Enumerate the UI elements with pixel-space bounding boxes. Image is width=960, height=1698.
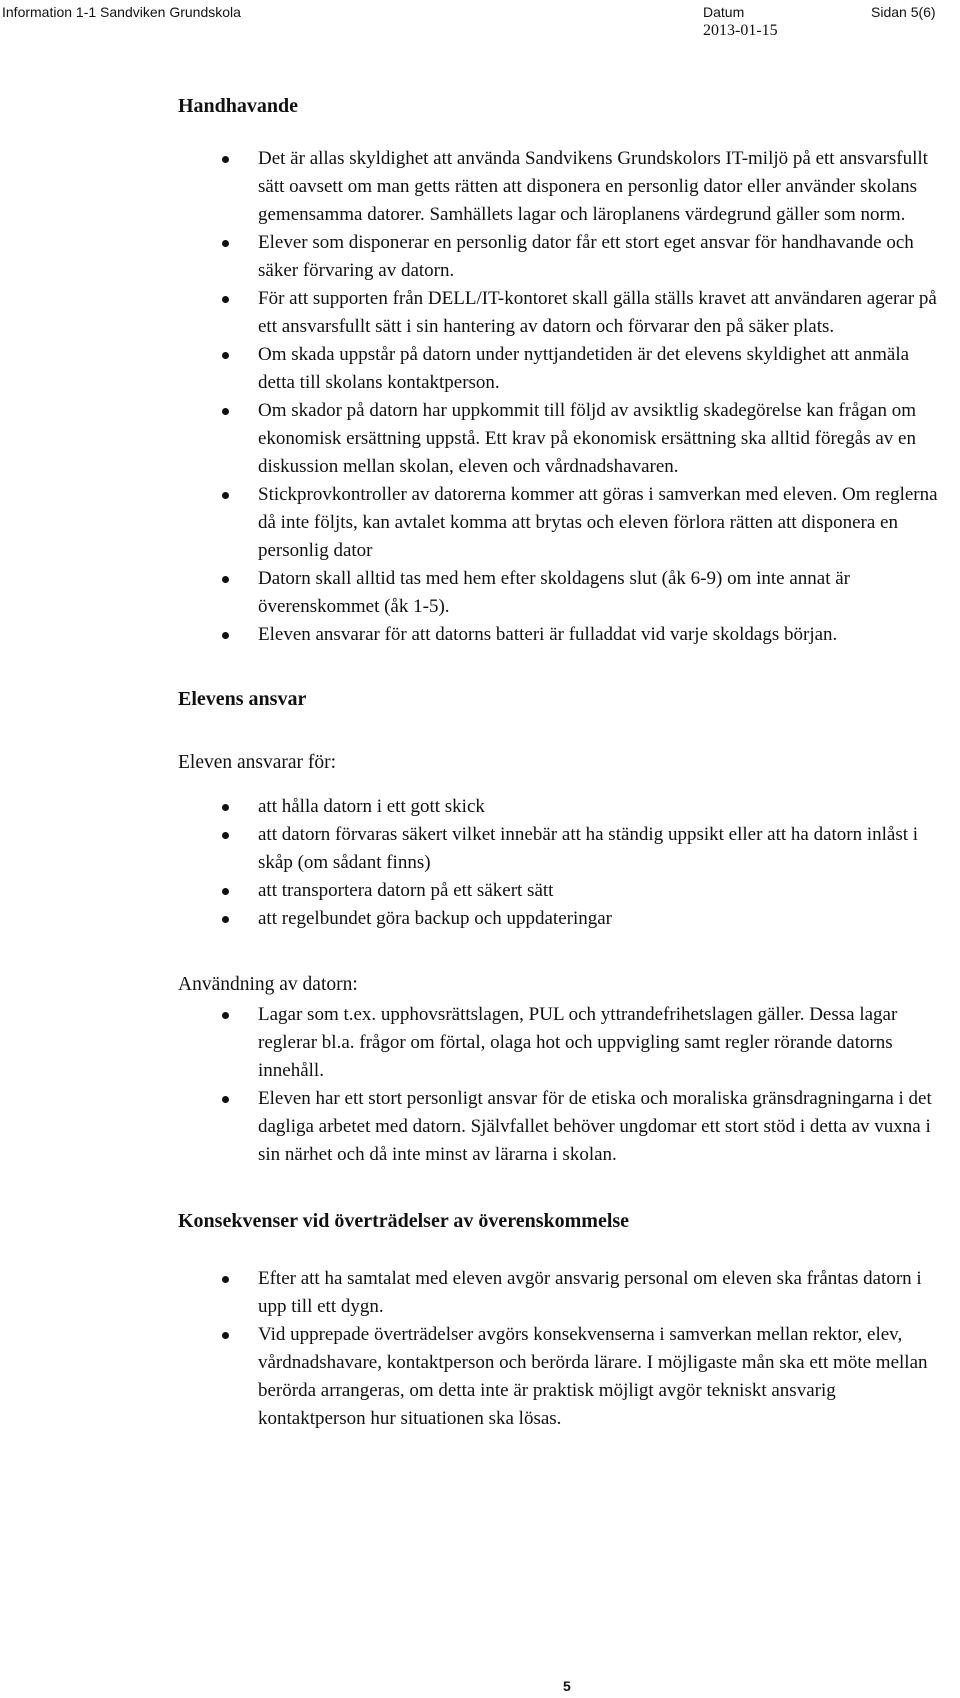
list-item: Elever som disponerar en personlig dator får ett stort eget ansvar för handhavande och säker förvaring av datorn. — [178, 229, 948, 285]
page-indicator: Sidan 5(6) — [871, 4, 936, 20]
list-item: att transportera datorn på ett säkert sätt — [178, 877, 948, 905]
bullet-icon — [222, 832, 229, 839]
bullet-icon — [222, 632, 229, 639]
page-header — [0, 0, 960, 60]
date-label: Datum — [703, 4, 745, 20]
list-item: Lagar som t.ex. upphovsrättslagen, PUL och yttrandefrihetslagen gäller. Dessa lagar reglerar bl.a. frågor om förtal, olaga hot och uppvigling samt regler rörande datorns innehåll. — [178, 1001, 948, 1085]
usage-list — [178, 1001, 948, 1169]
section-heading-elevens-ansvar: Elevens ansvar — [178, 688, 307, 710]
bullet-icon — [222, 1332, 229, 1339]
handhavande-list — [178, 145, 948, 649]
document-date: 2013-01-15 — [703, 22, 778, 39]
list-item: att regelbundet göra backup och uppdateringar — [178, 905, 948, 933]
list-item: att datorn förvaras säkert vilket innebär att ha ständig uppsikt eller att ha datorn inlåst i skåp (om sådant finns) — [178, 821, 948, 877]
list-item: Stickprovkontroller av datorerna kommer att göras i samverkan med eleven. Om reglerna då inte följts, kan avtalet komma att brytas och eleven förlora rätten att disponera en personlig dator — [178, 481, 948, 565]
bullet-icon — [222, 492, 229, 499]
bullet-icon — [222, 296, 229, 303]
section-heading-konsekvenser: Konsekvenser vid överträdelser av överenskommelse — [178, 1210, 630, 1232]
footer-page-number: 5 — [563, 1678, 571, 1694]
bullet-icon — [222, 916, 229, 923]
bullet-icon — [222, 352, 229, 359]
list-item: Om skada uppstår på datorn under nyttjandetiden är det elevens skyldighet att anmäla detta till skolans kontaktperson. — [178, 341, 948, 397]
document-body — [178, 92, 948, 1433]
list-item: Efter att ha samtalat med eleven avgör ansvarig personal om eleven ska fråntas datorn i upp till ett dygn. — [178, 1265, 948, 1321]
bullet-icon — [222, 1096, 229, 1103]
list-item: Det är allas skyldighet att använda Sandvikens Grundskolors IT-miljö på ett ansvarsfullt sätt oavsett om man getts rätten att disponera en personlig dator eller använder skolans gemensamma datorer. Samhällets lagar och läroplanens värdegrund gäller som norm. — [178, 145, 948, 229]
bullet-icon — [222, 408, 229, 415]
section-heading-handhavande: Handhavande — [178, 95, 299, 117]
bullet-icon — [222, 240, 229, 247]
list-item: att hålla datorn i ett gott skick — [178, 793, 948, 821]
list-item: Eleven ansvarar för att datorns batteri är fulladdat vid varje skoldags början. — [178, 621, 948, 649]
responsibility-list — [178, 793, 948, 933]
list-item: För att supporten från DELL/IT-kontoret skall gälla ställs kravet att användaren agerar på ett ansvarsfullt sätt i sin hantering av datorn och förvarar den på säker plats. — [178, 285, 948, 341]
bullet-icon — [222, 888, 229, 895]
bullet-icon — [222, 1012, 229, 1019]
usage-intro: Användning av datorn: — [178, 974, 358, 995]
document-title: Information 1-1 Sandviken Grundskola — [2, 4, 241, 20]
consequences-list — [178, 1265, 948, 1433]
responsibility-intro: Eleven ansvarar för: — [178, 752, 337, 773]
list-item: Eleven har ett stort personligt ansvar för de etiska och moraliska gränsdragningarna i det dagliga arbetet med datorn. Självfallet behöver ungdomar ett stort stöd i detta av vuxna i sin närhet och då inte minst av lärarna i skolan. — [178, 1085, 948, 1169]
bullet-icon — [222, 156, 229, 163]
list-item: Om skador på datorn har uppkommit till följd av avsiktlig skadegörelse kan frågan om ekonomisk ersättning uppstå. Ett krav på ekonomisk ersättning ska alltid föregås av en diskussion mellan skolan, eleven och vårdnadshavaren. — [178, 397, 948, 481]
bullet-icon — [222, 576, 229, 583]
list-item: Datorn skall alltid tas med hem efter skoldagens slut (åk 6-9) om inte annat är överenskommet (åk 1-5). — [178, 565, 948, 621]
bullet-icon — [222, 1276, 229, 1283]
bullet-icon — [222, 804, 229, 811]
list-item: Vid upprepade överträdelser avgörs konsekvenserna i samverkan mellan rektor, elev, vårdnadshavare, kontaktperson och berörda lärare. I möjligaste mån ska ett möte mellan berörda arrangeras, om detta inte är praktisk möjligt avgör tekniskt ansvarig kontaktperson hur situationen ska lösas. — [178, 1321, 948, 1433]
